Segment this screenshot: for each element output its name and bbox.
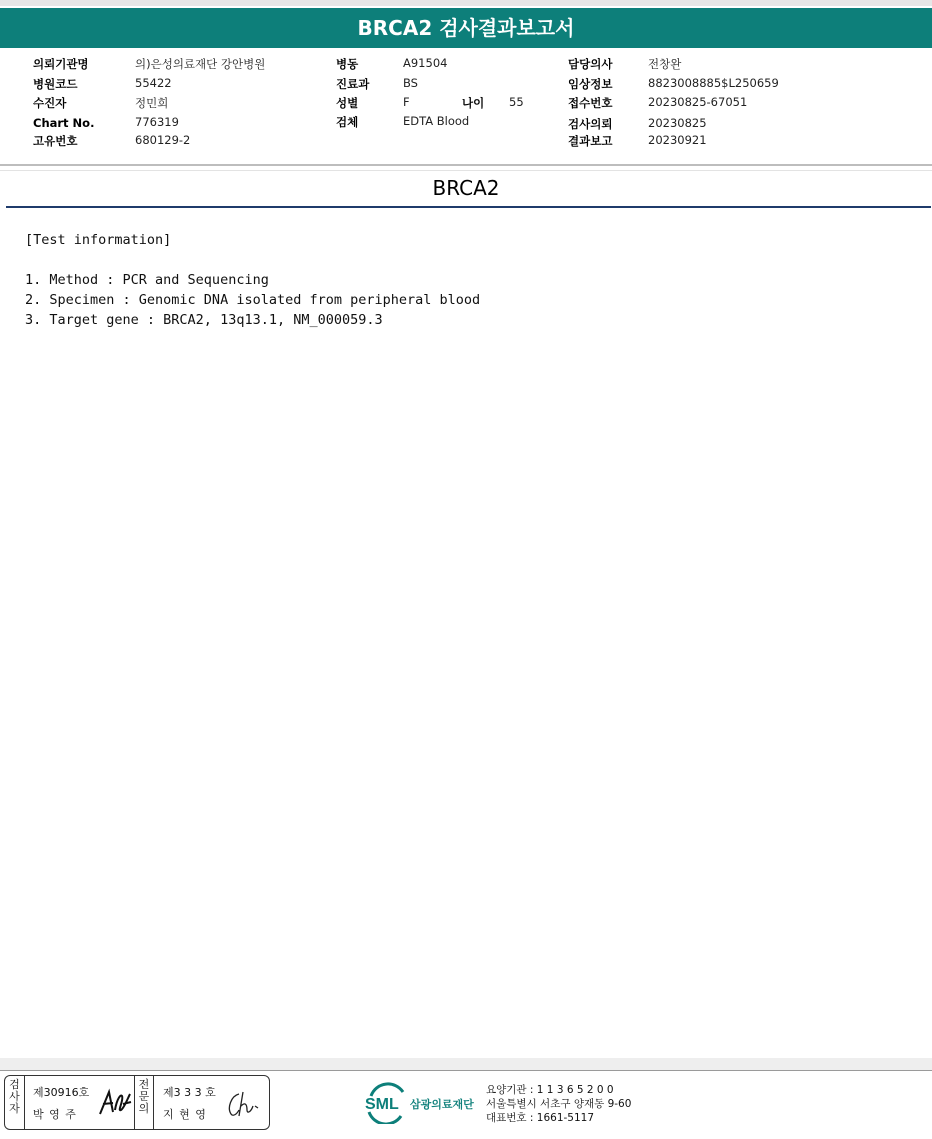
label-age: 나이 <box>462 96 485 110</box>
tester-name: 박 영 주 <box>33 1108 77 1121</box>
role-char: 의 <box>138 1102 150 1115</box>
label-hospital-code: 병원코드 <box>33 77 78 91</box>
signature-box <box>4 1075 270 1130</box>
label-request-date: 검사의뢰 <box>568 117 613 131</box>
value-sex: F <box>403 95 410 109</box>
role-char: 자 <box>9 1102 20 1115</box>
logo-text: SML <box>365 1096 399 1113</box>
value-specimen: EDTA Blood <box>403 114 470 128</box>
label-physician: 담당의사 <box>568 57 613 71</box>
tester-license: 제30916호 <box>33 1086 90 1099</box>
test-info-item-target-gene: 3. Target gene : BRCA2, 13q13.1, NM_000059.3 <box>25 312 383 328</box>
value-department: BS <box>403 76 418 90</box>
tester-signature-icon <box>97 1086 133 1120</box>
tester-role-label <box>5 1076 25 1129</box>
value-patient-name: 정민희 <box>135 96 169 110</box>
role-char: 문 <box>138 1090 150 1103</box>
label-department: 진료과 <box>336 77 370 91</box>
value-physician: 전창완 <box>648 57 682 71</box>
label-chart-no: Chart No. <box>33 116 95 130</box>
footer-rule <box>0 1070 932 1071</box>
role-char: 사 <box>9 1090 20 1103</box>
value-unique-id: 680129-2 <box>135 133 191 147</box>
label-unique-id: 고유번호 <box>33 134 78 148</box>
value-request-date: 20230825 <box>648 116 707 130</box>
section-title: BRCA2 <box>432 176 500 200</box>
section-rule <box>6 206 931 208</box>
foundation-name: 삼광의료재단 <box>410 1098 474 1111</box>
phone-number: 대표번호 : 1661-5117 <box>486 1112 595 1124</box>
specialist-license: 제3 3 3 호 <box>163 1086 216 1099</box>
top-border <box>0 0 932 6</box>
specialist-signature-icon <box>225 1088 261 1120</box>
label-receipt-no: 접수번호 <box>568 96 613 110</box>
role-char: 전 <box>138 1078 150 1091</box>
footer-band <box>0 1058 932 1070</box>
report-title: BRCA2 검사결과보고서 <box>0 8 932 48</box>
divider <box>0 170 932 171</box>
test-info-heading: [Test information] <box>25 232 172 248</box>
value-chart-no: 776319 <box>135 115 179 129</box>
label-specimen: 검체 <box>336 115 359 129</box>
address: 서울특별시 서초구 양재동 9-60 <box>486 1098 632 1110</box>
value-clinical-info: 8823008885$L250659 <box>648 76 779 90</box>
label-patient-name: 수진자 <box>33 96 67 110</box>
test-information <box>25 230 905 330</box>
value-report-date: 20230921 <box>648 133 707 147</box>
value-hospital-code: 55422 <box>135 76 172 90</box>
value-receipt-no: 20230825-67051 <box>648 95 748 109</box>
label-clinical-info: 임상정보 <box>568 77 613 91</box>
label-ward: 병동 <box>336 57 359 71</box>
value-age: 55 <box>509 95 524 109</box>
specialist-role-label <box>134 1076 154 1129</box>
role-char: 검 <box>9 1078 20 1091</box>
divider <box>0 164 932 166</box>
blank-line <box>25 250 905 270</box>
label-sex: 성별 <box>336 96 359 110</box>
value-requesting-institution: 의)은성의료재단 강안병원 <box>135 57 266 71</box>
patient-info-grid <box>0 56 932 156</box>
label-report-date: 결과보고 <box>568 134 613 148</box>
sml-logo-icon <box>365 1082 409 1124</box>
test-info-item-specimen: 2. Specimen : Genomic DNA isolated from peripheral blood <box>25 292 481 308</box>
institution-code: 요양기관 : 1 1 3 6 5 2 0 0 <box>486 1084 614 1096</box>
value-ward: A91504 <box>403 56 448 70</box>
test-info-item-method: 1. Method : PCR and Sequencing <box>25 272 269 288</box>
foundation-address <box>486 1083 631 1125</box>
label-requesting-institution: 의뢰기관명 <box>33 57 89 71</box>
specialist-name: 지 현 영 <box>163 1108 207 1121</box>
